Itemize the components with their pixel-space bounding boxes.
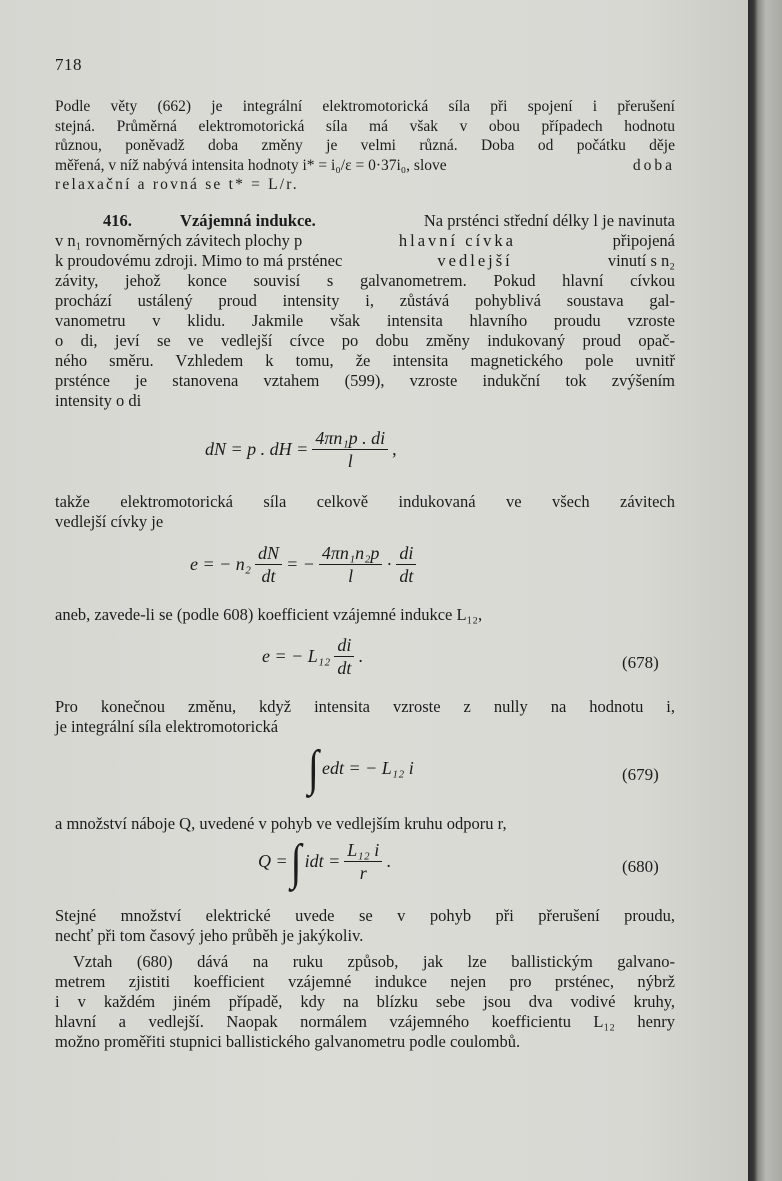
equation-lhs: dN = p . dH = — [205, 439, 309, 459]
text-line: Stejné množství elektrické uvede se v pohyb při přerušení proudu, — [55, 906, 675, 925]
equation-dot: · — [386, 554, 393, 574]
text-line: prsténce je stanovena vztahem (599), vzroste indukční tok zvýšením — [55, 371, 675, 390]
equation-mid: = − — [286, 554, 315, 574]
text-line: relaxační a rovná se t* = L/r. — [55, 176, 299, 193]
text-line: o di, jeví se ve vedlejší cívce po dobu změny indukovaný proud opač- — [55, 331, 675, 350]
fraction-denominator: dt — [337, 658, 352, 678]
equation-lhs: e = − n₂ — [190, 554, 252, 574]
equation-tail: . — [386, 851, 391, 871]
emphasis-doba: doba — [632, 156, 675, 174]
text-span: vinutí s n₂ — [607, 251, 675, 270]
text-line: prochází ustálený proud intensity i, zůstává pohyblivá soustava gal- — [55, 291, 675, 310]
fraction — [312, 428, 388, 471]
text-line: závity, jehož konce souvisí s galvanometrem. Pokud hlavní cívkou — [55, 271, 675, 290]
fraction-numerator: 4πn₁p . di — [312, 428, 388, 450]
integral-sign: ∫ — [308, 739, 319, 796]
text-line: takže elektromotorická síla celkově indukovaná ve všech závitech — [55, 492, 675, 511]
fraction-numerator: 4πn₁n₂p — [319, 543, 383, 565]
fraction-numerator: dN — [255, 543, 282, 565]
text-line — [55, 251, 675, 271]
book-binding-edge — [748, 0, 782, 1181]
fraction-denominator: dt — [399, 566, 414, 586]
equation-680 — [258, 832, 391, 889]
fraction-numerator: di — [334, 635, 354, 657]
text-line: stejná. Průměrná elektromotorická síla má však v obou případech hodnotu — [55, 117, 675, 135]
text-line: intensity o di — [55, 391, 142, 410]
paragraph-aneb — [55, 605, 675, 625]
text-line: různou, poněvadž doba změny je velmi různá. Doba od počátku děje — [55, 137, 675, 154]
paragraph-vztah — [55, 952, 675, 1052]
equation-body: idt = — [304, 851, 341, 871]
fraction-denominator: l — [348, 566, 354, 586]
text-line: Vztah (680) dává na ruku způsob, jak lze ballistickým galvano- — [73, 952, 675, 971]
equation-679 — [305, 739, 414, 796]
emphasis-vedlejsi: vedlejší — [437, 251, 513, 270]
text-span: v n₁ rovnoměrných závitech plochy p — [55, 231, 303, 250]
fraction — [396, 543, 416, 586]
text-line: Podle věty (662) je integrální elektromotorická síla při spojení i přerušení — [55, 98, 675, 115]
fraction-numerator: di — [396, 543, 416, 565]
emphasis-hlavni-civka: hlavní cívka — [398, 231, 516, 250]
equation-dN — [205, 428, 397, 471]
integral-sign: ∫ — [290, 832, 302, 889]
text-line: nechť při tom časový jeho průběh je jakýkoliv. — [55, 926, 364, 945]
equation-lhs: Q = — [258, 851, 288, 871]
page-number: 718 — [55, 55, 82, 74]
section-number: 416. — [103, 211, 132, 230]
text-span: měřená, v níž nabývá intensita hodnoty i* = i₀/ε = 0·37i₀, slove — [55, 156, 447, 174]
equation-number-680: (680) — [622, 857, 659, 876]
fraction — [334, 635, 354, 678]
text-span: k proudovému zdroji. Mimo to má prsténec — [55, 251, 343, 270]
text-line: vanometru v klidu. Jakmile však intensita hlavního proudu vzroste — [55, 311, 675, 330]
text-line: metrem zjistiti koefficient vzájemné indukce nejen pro prsténec, nýbrž — [55, 972, 675, 991]
text-line: vedlejší cívky je — [55, 512, 164, 531]
paragraph-mnozstvi — [55, 814, 675, 834]
intro-paragraph — [55, 97, 675, 195]
text-line: a množství náboje Q, uvedené v pohyb ve vedlejším kruhu odporu r, — [55, 814, 507, 833]
fraction-numerator: L₁₂ i — [344, 840, 382, 862]
equation-678 — [262, 635, 363, 678]
section-416 — [55, 211, 675, 411]
fraction-denominator: l — [347, 451, 353, 471]
text-span: připojená — [612, 231, 675, 250]
text-line: Pro konečnou změnu, když intensita vzroste z nully na hodnotu i, — [55, 697, 675, 716]
section-heading-line — [55, 211, 675, 231]
paragraph-emf — [55, 492, 675, 532]
fraction-denominator: r — [359, 863, 367, 883]
paragraph-stejne — [55, 906, 675, 946]
text-line: aneb, zavede-li se (podle 608) koefficient vzájemné indukce L₁₂, — [55, 605, 483, 624]
equation-e — [190, 543, 420, 586]
text-line: je integrální síla elektromotorická — [55, 717, 279, 736]
text-line: ného směru. Vzhledem k tomu, že intensita magnetického pole uvnitř — [55, 351, 675, 370]
equation-tail: . — [358, 646, 363, 666]
text-line: i v každém jiném případě, kdy na blízku sebe jsou dva vodivé kruhy, — [55, 992, 675, 1011]
text-line: hlavní a vedlejší. Naopak normálem vzájemného koefficientu L₁₂ henry — [55, 1012, 675, 1031]
text-span: Na prsténci střední délky l je navinuta — [423, 211, 675, 230]
fraction — [255, 543, 282, 586]
equation-lhs: e = − L₁₂ — [262, 646, 331, 666]
text-line — [55, 231, 675, 251]
equation-number-678: (678) — [622, 653, 659, 672]
fraction — [319, 543, 383, 586]
section-title: Vzájemná indukce. — [180, 211, 316, 230]
equation-body: edt = − L₁₂ i — [321, 757, 414, 778]
equation-number-679: (679) — [622, 765, 659, 784]
text-line — [55, 156, 675, 176]
fraction — [344, 840, 382, 883]
equation-tail: , — [392, 439, 397, 459]
fraction-denominator: dt — [261, 566, 276, 586]
paragraph-pro — [55, 697, 675, 737]
text-line: možno proměřiti stupnici ballistického galvanometru podle coulombů. — [55, 1032, 521, 1051]
